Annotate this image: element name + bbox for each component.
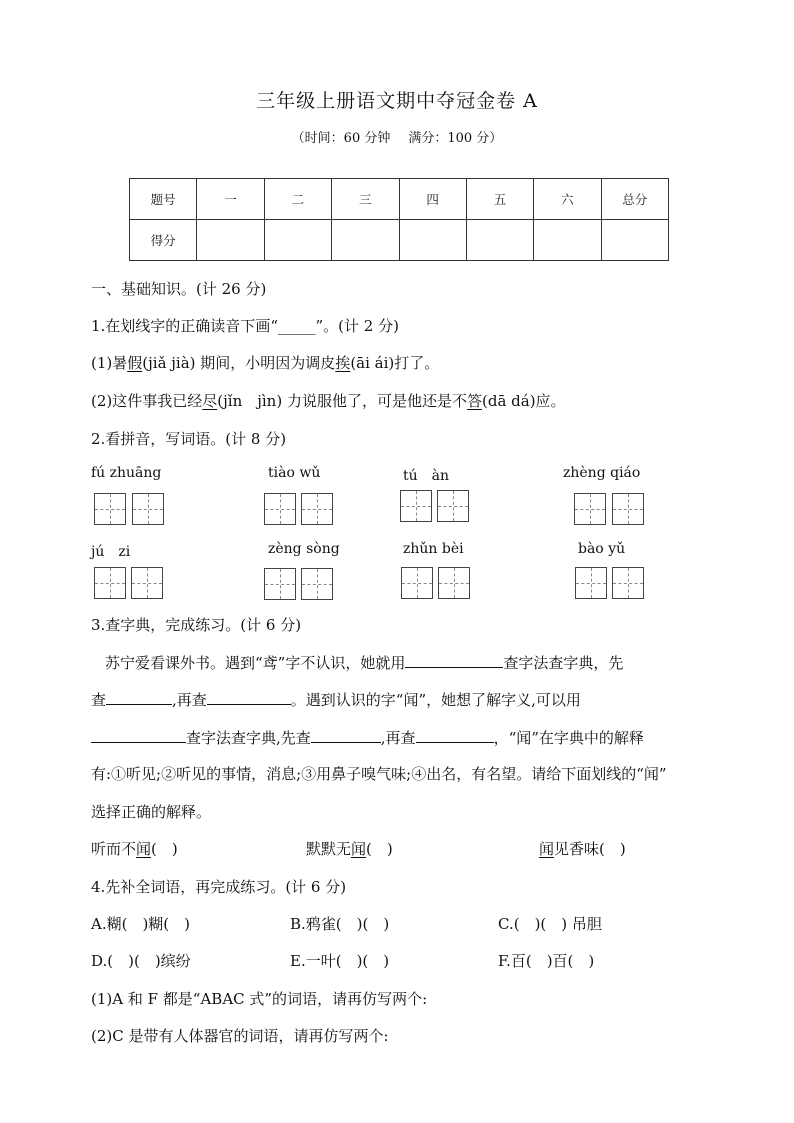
underlined-char: 假 xyxy=(127,354,143,372)
writing-grid-box[interactable] xyxy=(612,493,644,525)
question-4-sub-2: (2)C 是带有人体器官的词语，请再仿写两个: xyxy=(91,1027,389,1045)
score-table-cell: 二 xyxy=(264,179,331,220)
underlined-char: 闻 xyxy=(539,840,555,858)
idiom-item[interactable]: B.鸦雀( )( ) xyxy=(290,915,390,933)
meaning-option xyxy=(91,838,178,859)
exam-info xyxy=(0,127,794,146)
underlined-char: 答 xyxy=(466,392,482,410)
answer-paren[interactable]: ( ) xyxy=(151,840,178,858)
idiom-item[interactable]: E.一叶( )( ) xyxy=(290,952,390,970)
writing-grid-box[interactable] xyxy=(94,567,126,599)
meaning-option xyxy=(539,838,626,859)
score-input-cell[interactable] xyxy=(264,220,331,261)
score-table-score-row xyxy=(130,220,669,261)
writing-grid-box[interactable] xyxy=(438,567,470,599)
question-3-line xyxy=(91,688,581,710)
text-segment: (jǐn jìn) 力说服他了，可是他还是不 xyxy=(217,392,467,410)
pinyin-label: jú zi xyxy=(91,544,131,560)
pinyin-label: tú àn xyxy=(403,468,450,484)
answer-paren[interactable]: 见香味( ) xyxy=(554,840,626,858)
score-table-cell: 一 xyxy=(197,179,264,220)
fill-blank[interactable] xyxy=(91,726,186,743)
pinyin-label: fú zhuāng xyxy=(91,465,162,481)
text-segment: ，“闻”在字典中的解释 xyxy=(493,729,644,747)
text-segment: 查字法查字典，先 xyxy=(503,654,624,672)
section-heading: 一、基础知识。(计 26 分) xyxy=(91,280,267,298)
text-segment: 听而不 xyxy=(91,840,137,858)
idiom-item[interactable]: D.( )( )缤纷 xyxy=(91,952,191,970)
question-1-title: 1.在划线字的正确读音下画“_____”。(计 2 分) xyxy=(91,317,399,335)
question-3-line xyxy=(105,651,623,673)
question-3-title: 3.查字典，完成练习。(计 6 分) xyxy=(91,616,302,634)
fill-blank[interactable] xyxy=(311,726,381,743)
writing-grid-box[interactable] xyxy=(132,493,164,525)
writing-grid-box[interactable] xyxy=(574,493,606,525)
question-3-line xyxy=(91,726,644,748)
pinyin-label: zhèng qiáo xyxy=(563,465,641,481)
idiom-item[interactable]: F.百( )百( ) xyxy=(498,952,595,970)
text-segment: 默默无 xyxy=(306,840,352,858)
text-segment: 。遇到认识的字“闻”，她想了解字义,可以用 xyxy=(290,691,581,709)
writing-grid-box[interactable] xyxy=(400,490,432,522)
text-segment: (1)暑 xyxy=(91,354,128,372)
pinyin-label: tiào wǔ xyxy=(268,465,321,481)
text-segment: 查 xyxy=(91,691,107,709)
pinyin-label: zèng sòng xyxy=(268,541,340,557)
fill-blank[interactable] xyxy=(207,688,291,705)
text-segment: ,再查 xyxy=(380,729,416,747)
idiom-item[interactable]: C.( )( ) 吊胆 xyxy=(498,915,602,933)
question-4-sub-1: (1)A 和 F 都是“ABAC 式”的词语，请再仿写两个: xyxy=(91,990,428,1008)
score-input-cell[interactable] xyxy=(466,220,533,261)
meaning-option xyxy=(306,838,393,859)
score-input-cell[interactable] xyxy=(197,220,264,261)
writing-grid-box[interactable] xyxy=(401,567,433,599)
text-segment: 苏宁爱看课外书。遇到“鸢”字不认识，她就用 xyxy=(105,654,406,672)
score-input-cell[interactable] xyxy=(534,220,601,261)
underlined-char: 挨 xyxy=(335,354,351,372)
score-table xyxy=(129,178,669,261)
score-input-cell[interactable] xyxy=(601,220,668,261)
fill-blank[interactable] xyxy=(405,651,503,668)
exam-full-score: 满分：100 分） xyxy=(408,131,503,146)
score-table-cell: 五 xyxy=(466,179,533,220)
score-table-cell: 题号 xyxy=(130,179,197,220)
exam-time: （时间：60 分钟 xyxy=(291,131,391,146)
question-2-title: 2.看拼音，写词语。(计 8 分) xyxy=(91,430,287,448)
underlined-char: 尽 xyxy=(202,392,218,410)
score-input-cell[interactable] xyxy=(332,220,399,261)
text-segment: (āi ái)打了。 xyxy=(350,354,440,372)
writing-grid-box[interactable] xyxy=(94,493,126,525)
score-table-cell: 三 xyxy=(332,179,399,220)
question-4-title: 4.先补全词语，再完成练习。(计 6 分) xyxy=(91,878,347,896)
score-table-cell: 得分 xyxy=(130,220,197,261)
writing-grid-box[interactable] xyxy=(612,567,644,599)
answer-paren[interactable]: ( ) xyxy=(366,840,393,858)
score-table-cell: 六 xyxy=(534,179,601,220)
score-table-header-row xyxy=(130,179,669,220)
question-3-line: 有:①听见;②听见的事情，消息;③用鼻子嗅气味;④出名，有名望。请给下面划线的“闻” xyxy=(91,765,667,783)
question-1-item-2 xyxy=(91,390,566,411)
writing-grid-box[interactable] xyxy=(575,567,607,599)
fill-blank[interactable] xyxy=(416,726,494,743)
score-table-cell: 总分 xyxy=(601,179,668,220)
fill-blank[interactable] xyxy=(106,688,172,705)
writing-grid-box[interactable] xyxy=(264,568,296,600)
writing-grid-box[interactable] xyxy=(301,568,333,600)
writing-grid-box[interactable] xyxy=(131,567,163,599)
text-segment: (jiǎ jià) 期间，小明因为调皮 xyxy=(142,354,336,372)
writing-grid-box[interactable] xyxy=(437,490,469,522)
text-segment: (2)这件事我已经 xyxy=(91,392,203,410)
question-3-line: 选择正确的解释。 xyxy=(91,803,212,821)
text-segment: ,再查 xyxy=(172,691,207,709)
text-segment: (dā dá)应。 xyxy=(481,392,566,410)
question-1-item-1 xyxy=(91,352,439,373)
score-table-cell: 四 xyxy=(399,179,466,220)
pinyin-label: zhǔn bèi xyxy=(403,541,464,557)
pinyin-label: bào yǔ xyxy=(578,541,626,557)
score-input-cell[interactable] xyxy=(399,220,466,261)
page-title: 三年级上册语文期中夺冠金卷 A xyxy=(256,90,538,112)
underlined-char: 闻 xyxy=(136,840,152,858)
writing-grid-box[interactable] xyxy=(301,493,333,525)
writing-grid-box[interactable] xyxy=(264,493,296,525)
underlined-char: 闻 xyxy=(351,840,367,858)
text-segment: 查字法查字典,先查 xyxy=(186,729,311,747)
idiom-item[interactable]: A.糊( )糊( ) xyxy=(91,915,191,933)
